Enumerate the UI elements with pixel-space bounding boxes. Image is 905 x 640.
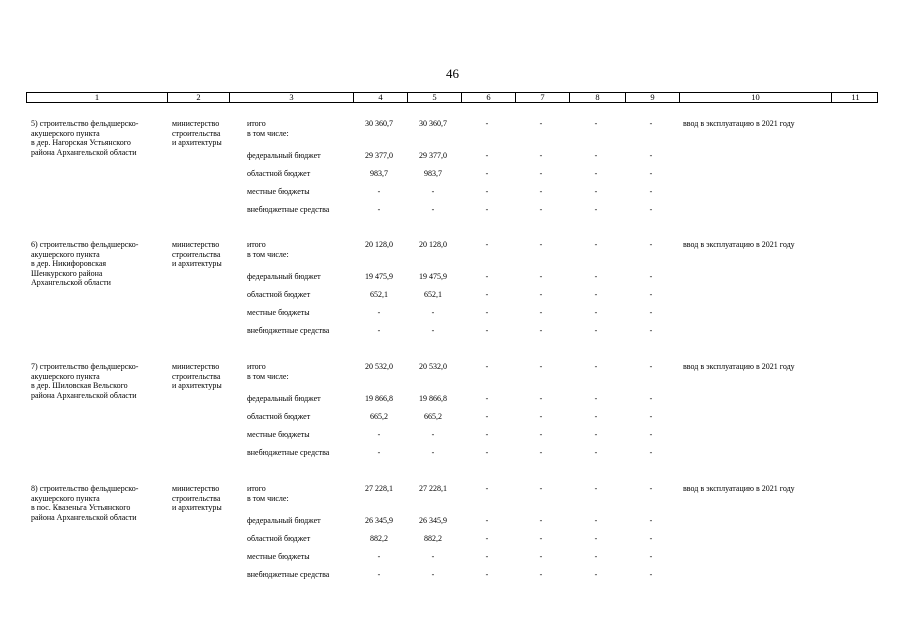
- total-value-col-7: -: [539, 240, 543, 249]
- funding-value-col-6: -: [485, 169, 489, 178]
- funding-value-col-5: -: [431, 308, 435, 317]
- header-cell-1: 1: [94, 92, 100, 102]
- funding-value-col-7: -: [539, 534, 543, 543]
- funding-value-col-4: 19 866,8: [365, 394, 393, 403]
- header-cell-11: 11: [831, 93, 879, 102]
- responsible-org-line: министерство: [172, 119, 220, 128]
- funding-source-label: федеральный бюджет: [247, 151, 321, 160]
- funding-value-col-8: -: [594, 394, 598, 403]
- funding-source-label: областной бюджет: [247, 290, 311, 299]
- total-value-col-6: -: [485, 240, 489, 249]
- funding-value-col-7: -: [539, 516, 543, 525]
- funding-value-col-6: -: [485, 412, 489, 421]
- total-value-col-8: -: [594, 119, 598, 128]
- funding-value-col-7: -: [539, 151, 543, 160]
- responsible-org-line: строительства: [172, 493, 221, 503]
- funding-source-label: федеральный бюджет: [247, 516, 321, 525]
- total-value-col-5: 27 228,1: [419, 484, 447, 493]
- funding-value-col-4: 29 377,0: [365, 151, 393, 160]
- funding-value-col-6: -: [485, 516, 489, 525]
- funding-value-col-5: -: [431, 205, 435, 214]
- responsible-org-line: и архитектуры: [172, 503, 222, 512]
- funding-value-col-4: 882,2: [370, 534, 388, 543]
- result-text: ввод в эксплуатацию в 2021 году: [683, 362, 795, 371]
- funding-value-col-9: -: [649, 448, 653, 457]
- total-value-col-6: -: [485, 484, 489, 493]
- funding-value-col-4: 26 345,9: [365, 516, 393, 525]
- project-title-line: района Архангельской области: [31, 512, 137, 522]
- total-value-col-7: -: [539, 119, 543, 128]
- funding-value-col-5: 882,2: [424, 534, 442, 543]
- total-value-col-6: -: [485, 119, 489, 128]
- funding-value-col-5: 29 377,0: [419, 151, 447, 160]
- project-title-line: в дер. Нагорская Устьянского: [31, 138, 131, 147]
- funding-value-col-8: -: [594, 290, 598, 299]
- responsible-org-line: министерство: [172, 362, 220, 371]
- project-title-line: 5) строительство фельдшерско-: [31, 119, 139, 128]
- funding-value-col-7: -: [539, 272, 543, 281]
- funding-value-col-5: 665,2: [424, 412, 442, 421]
- funding-value-col-9: -: [649, 552, 653, 561]
- project-title-line: акушерского пункта: [31, 493, 100, 503]
- total-value-col-8: -: [594, 240, 598, 249]
- funding-value-col-7: -: [539, 187, 543, 196]
- project-title-line: акушерского пункта: [31, 249, 100, 259]
- total-value-col-4: 27 228,1: [365, 484, 393, 493]
- funding-value-col-4: -: [377, 308, 381, 317]
- responsible-org-line: и архитектуры: [172, 259, 222, 268]
- responsible-org-line: строительства: [172, 371, 221, 381]
- total-value-col-9: -: [649, 240, 653, 249]
- funding-value-col-9: -: [649, 412, 653, 421]
- funding-value-col-5: 983,7: [424, 169, 442, 178]
- project-title-line: в дер. Шиловская Вельского: [31, 381, 128, 390]
- funding-value-col-9: -: [649, 169, 653, 178]
- project-title-line: Шенкурского района: [31, 268, 103, 278]
- total-label-line: итого: [247, 484, 266, 493]
- funding-source-label: местные бюджеты: [247, 187, 310, 196]
- responsible-org-line: строительства: [172, 249, 221, 259]
- funding-value-col-8: -: [594, 430, 598, 439]
- funding-source-label: внебюджетные средства: [247, 205, 330, 214]
- responsible-org-line: и архитектуры: [172, 138, 222, 147]
- funding-value-col-4: 652,1: [370, 290, 388, 299]
- result-text: ввод в эксплуатацию в 2021 году: [683, 240, 795, 249]
- funding-value-col-7: -: [539, 430, 543, 439]
- funding-value-col-8: -: [594, 205, 598, 214]
- total-value-col-5: 20 532,0: [419, 362, 447, 371]
- funding-value-col-7: -: [539, 290, 543, 299]
- project-title-line: в пос. Квазеньга Устьянского: [31, 503, 131, 512]
- funding-value-col-7: -: [539, 326, 543, 335]
- funding-source-label: внебюджетные средства: [247, 570, 330, 579]
- funding-value-col-6: -: [485, 308, 489, 317]
- funding-source-label: местные бюджеты: [247, 552, 310, 561]
- funding-value-col-4: 19 475,9: [365, 272, 393, 281]
- funding-value-col-9: -: [649, 516, 653, 525]
- funding-value-col-4: -: [377, 448, 381, 457]
- funding-value-col-4: -: [377, 205, 381, 214]
- page-number: 46: [446, 66, 459, 81]
- funding-value-col-6: -: [485, 151, 489, 160]
- funding-source-label: местные бюджеты: [247, 430, 310, 439]
- funding-value-col-4: -: [377, 570, 381, 579]
- funding-value-col-8: -: [594, 448, 598, 457]
- funding-value-col-9: -: [649, 394, 653, 403]
- funding-value-col-8: -: [594, 552, 598, 561]
- funding-value-col-5: 26 345,9: [419, 516, 447, 525]
- total-value-col-6: -: [485, 362, 489, 371]
- funding-value-col-6: -: [485, 205, 489, 214]
- funding-value-col-4: -: [377, 187, 381, 196]
- project-title-line: Архангельской области: [31, 278, 111, 287]
- funding-value-col-4: -: [377, 552, 381, 561]
- header-cell-8: 8: [569, 93, 625, 102]
- total-label-line: в том числе:: [247, 493, 289, 503]
- project-title-line: района Архангельской области: [31, 147, 137, 157]
- funding-value-col-9: -: [649, 430, 653, 439]
- project-title-line: 7) строительство фельдшерско-: [31, 362, 139, 371]
- funding-value-col-8: -: [594, 272, 598, 281]
- funding-value-col-8: -: [594, 151, 598, 160]
- funding-value-col-9: -: [649, 308, 653, 317]
- funding-value-col-6: -: [485, 448, 489, 457]
- responsible-org-line: министерство: [172, 484, 220, 493]
- funding-value-col-6: -: [485, 534, 489, 543]
- header-cell-9: 9: [625, 93, 679, 102]
- funding-value-col-9: -: [649, 272, 653, 281]
- total-value-col-7: -: [539, 362, 543, 371]
- total-value-col-4: 20 128,0: [365, 240, 393, 249]
- funding-value-col-8: -: [594, 412, 598, 421]
- project-title-line: акушерского пункта: [31, 128, 100, 138]
- header-cell-4: 4: [353, 93, 407, 102]
- funding-value-col-6: -: [485, 570, 489, 579]
- total-value-col-5: 30 360,7: [419, 119, 447, 128]
- total-value-col-8: -: [594, 362, 598, 371]
- funding-source-label: областной бюджет: [247, 412, 311, 421]
- header-cell-6: 6: [461, 93, 515, 102]
- funding-value-col-6: -: [485, 326, 489, 335]
- funding-source-label: областной бюджет: [247, 534, 311, 543]
- project-title-line: акушерского пункта: [31, 371, 100, 381]
- funding-value-col-4: 983,7: [370, 169, 388, 178]
- funding-value-col-5: -: [431, 430, 435, 439]
- total-value-col-9: -: [649, 362, 653, 371]
- funding-value-col-5: -: [431, 570, 435, 579]
- funding-value-col-9: -: [649, 151, 653, 160]
- funding-value-col-8: -: [594, 516, 598, 525]
- funding-value-col-6: -: [485, 290, 489, 299]
- funding-value-col-6: -: [485, 394, 489, 403]
- funding-value-col-7: -: [539, 205, 543, 214]
- funding-value-col-7: -: [539, 394, 543, 403]
- funding-value-col-8: -: [594, 534, 598, 543]
- funding-value-col-9: -: [649, 205, 653, 214]
- responsible-org-line: и архитектуры: [172, 381, 222, 390]
- total-value-col-4: 30 360,7: [365, 119, 393, 128]
- funding-value-col-9: -: [649, 290, 653, 299]
- funding-value-col-5: -: [431, 552, 435, 561]
- total-value-col-9: -: [649, 484, 653, 493]
- funding-value-col-5: -: [431, 448, 435, 457]
- funding-value-col-5: 652,1: [424, 290, 442, 299]
- total-label-line: в том числе:: [247, 128, 289, 138]
- funding-value-col-8: -: [594, 326, 598, 335]
- funding-source-label: областной бюджет: [247, 169, 311, 178]
- funding-value-col-9: -: [649, 326, 653, 335]
- funding-value-col-5: -: [431, 187, 435, 196]
- funding-value-col-9: -: [649, 187, 653, 196]
- total-value-col-5: 20 128,0: [419, 240, 447, 249]
- header-cell-10: 10: [679, 93, 831, 102]
- total-label-line: итого: [247, 362, 266, 371]
- funding-source-label: местные бюджеты: [247, 308, 310, 317]
- funding-value-col-5: 19 475,9: [419, 272, 447, 281]
- project-title-line: 6) строительство фельдшерско-: [31, 240, 139, 249]
- funding-source-label: федеральный бюджет: [247, 394, 321, 403]
- funding-source-label: внебюджетные средства: [247, 326, 330, 335]
- funding-value-col-7: -: [539, 169, 543, 178]
- responsible-org-line: министерство: [172, 240, 220, 249]
- project-title-line: в дер. Никифоровская: [31, 259, 107, 268]
- funding-value-col-6: -: [485, 552, 489, 561]
- total-label-line: в том числе:: [247, 249, 289, 259]
- total-value-col-8: -: [594, 484, 598, 493]
- header-cell-7: 7: [515, 93, 569, 102]
- funding-value-col-6: -: [485, 430, 489, 439]
- funding-value-col-8: -: [594, 169, 598, 178]
- funding-source-label: внебюджетные средства: [247, 448, 330, 457]
- header-cell-2: 2: [167, 93, 229, 102]
- funding-value-col-7: -: [539, 412, 543, 421]
- result-text: ввод в эксплуатацию в 2021 году: [683, 119, 795, 128]
- funding-value-col-6: -: [485, 272, 489, 281]
- responsible-org-line: строительства: [172, 128, 221, 138]
- funding-source-label: федеральный бюджет: [247, 272, 321, 281]
- funding-value-col-8: -: [594, 308, 598, 317]
- table-header-row: [26, 92, 878, 103]
- result-text: ввод в эксплуатацию в 2021 году: [683, 484, 795, 493]
- funding-value-col-7: -: [539, 448, 543, 457]
- total-value-col-7: -: [539, 484, 543, 493]
- total-label-line: в том числе:: [247, 371, 289, 381]
- funding-value-col-4: -: [377, 430, 381, 439]
- funding-value-col-4: -: [377, 326, 381, 335]
- funding-value-col-9: -: [649, 534, 653, 543]
- total-value-col-4: 20 532,0: [365, 362, 393, 371]
- total-value-col-9: -: [649, 119, 653, 128]
- header-cell-3: 3: [229, 93, 353, 102]
- funding-value-col-7: -: [539, 570, 543, 579]
- funding-value-col-4: 665,2: [370, 412, 388, 421]
- funding-value-col-5: -: [431, 326, 435, 335]
- header-cell-5: 5: [407, 93, 461, 102]
- funding-value-col-8: -: [594, 187, 598, 196]
- funding-value-col-8: -: [594, 570, 598, 579]
- project-title-line: 8) строительство фельдшерско-: [31, 484, 139, 493]
- total-label-line: итого: [247, 240, 266, 249]
- funding-value-col-6: -: [485, 187, 489, 196]
- funding-value-col-5: 19 866,8: [419, 394, 447, 403]
- project-title-line: района Архангельской области: [31, 390, 137, 400]
- funding-value-col-7: -: [539, 552, 543, 561]
- funding-value-col-9: -: [649, 570, 653, 579]
- funding-value-col-7: -: [539, 308, 543, 317]
- total-label-line: итого: [247, 119, 266, 128]
